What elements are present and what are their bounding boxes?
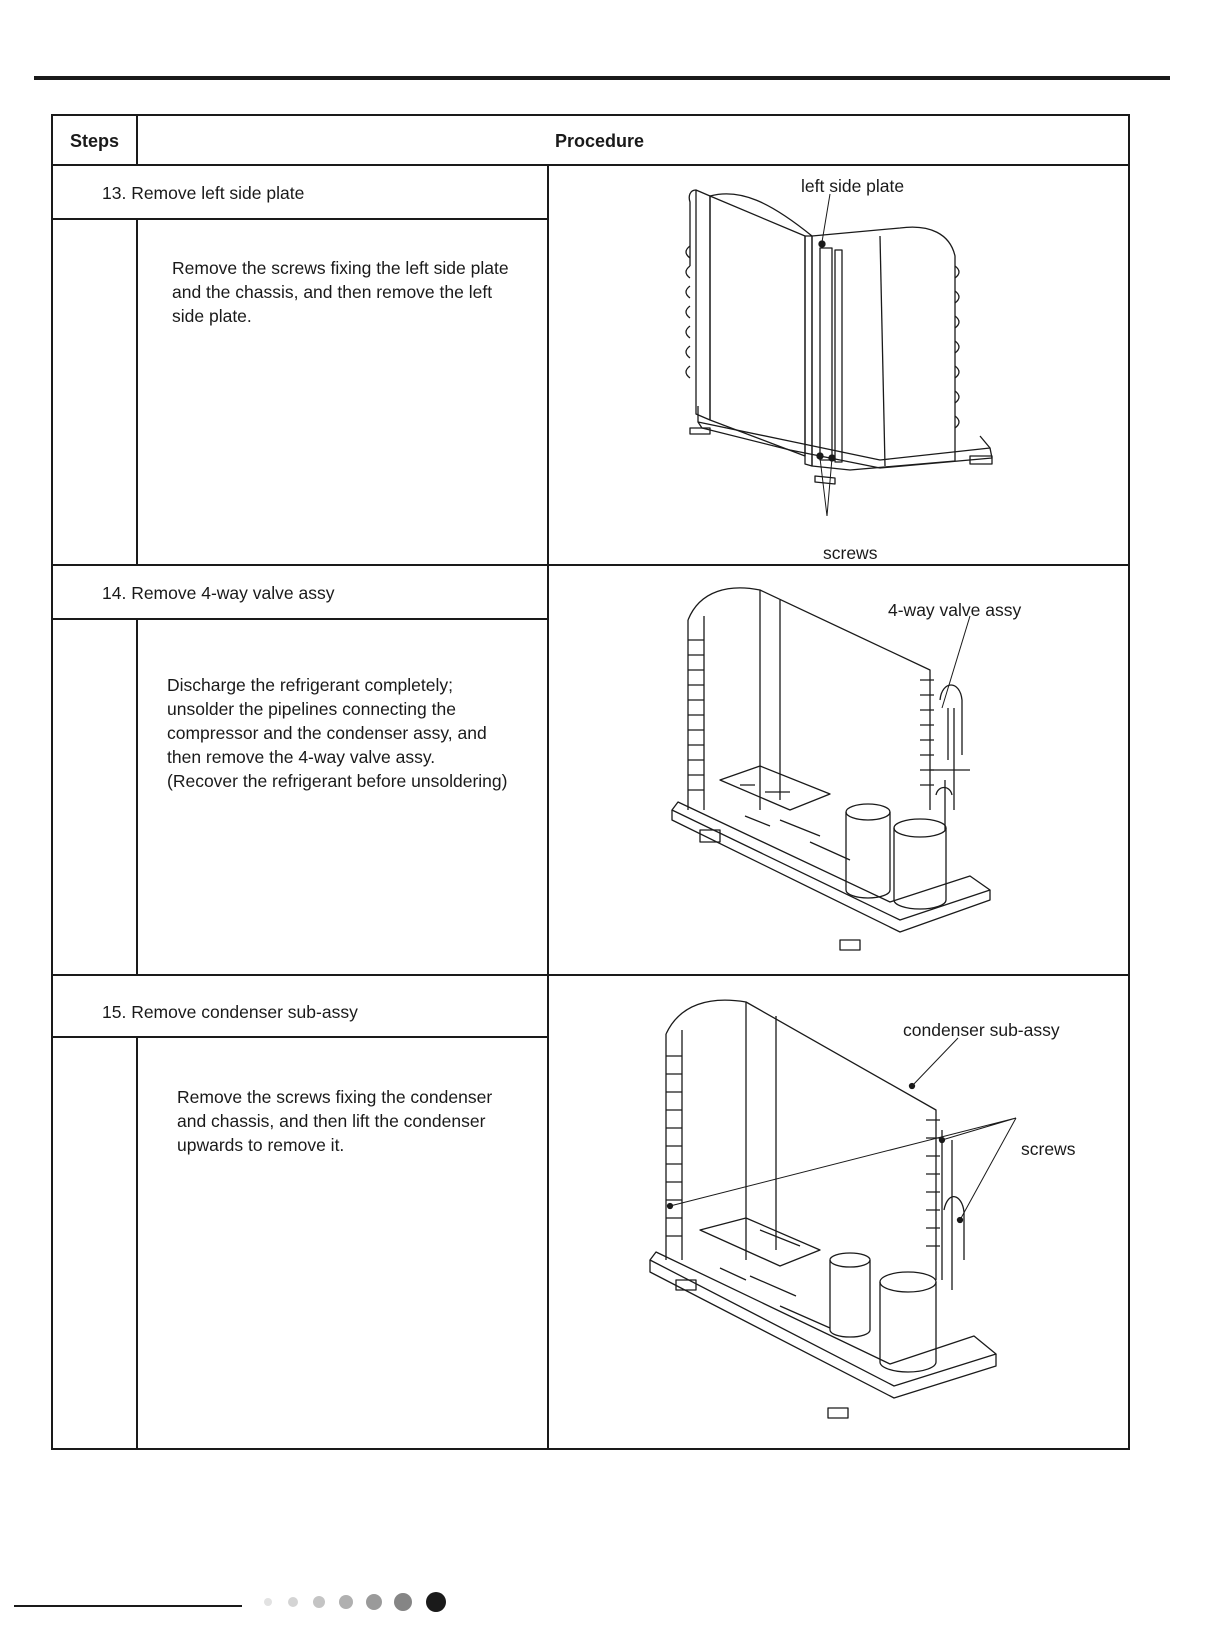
label-condenser-sub-assy: condenser sub-assy — [903, 1020, 1060, 1040]
step-col-divider-13 — [136, 218, 138, 564]
page-dot-current — [426, 1592, 446, 1612]
rear-panel — [710, 196, 805, 456]
procedure-header: Procedure — [555, 131, 645, 151]
condenser-top — [666, 1000, 936, 1280]
base-plate — [650, 1252, 996, 1386]
label-screws-13: screws — [823, 543, 878, 563]
step-15-title: 15. Remove condenser sub-assy — [102, 1002, 358, 1022]
page-dot — [264, 1598, 272, 1606]
row-divider-13-14 — [51, 564, 1130, 566]
steps-header: Steps — [70, 131, 120, 151]
label-4-way-valve-assy: 4-way valve assy — [888, 600, 1022, 620]
page-dot — [366, 1594, 382, 1610]
step14-title-divider — [51, 618, 547, 620]
base-plate-edge — [698, 406, 990, 460]
step-col-divider-15 — [136, 1036, 138, 1450]
step-14-description: Discharge the refrigerant completely; unsolder the pipelines connecting the compressor and the condenser assy, and then remove the 4-way valve assy. (Recover the refrigerant before unsoldering) — [167, 675, 508, 791]
step15-title-divider — [51, 1036, 547, 1038]
page-dot — [394, 1593, 412, 1611]
compressor-top — [846, 804, 890, 820]
step-15-description: Remove the screws fixing the condenser and chassis, and then lift the condenser upwards to remove it. — [177, 1087, 493, 1155]
header-column-divider — [136, 114, 138, 164]
4-way-valve — [930, 685, 970, 830]
row-divider-14-15 — [51, 974, 1130, 976]
figure-column-divider — [547, 164, 549, 1450]
compressor-top — [880, 1272, 936, 1292]
step-14-title: 14. Remove 4-way valve assy — [102, 583, 335, 603]
side-plate-face — [812, 227, 955, 470]
step-13-title: 13. Remove left side plate — [102, 183, 305, 203]
base-plate — [672, 802, 990, 920]
condenser-top — [688, 588, 930, 810]
step13-title-divider — [51, 218, 547, 220]
condenser-sub-assy-figure — [550, 990, 1126, 1446]
label-left-side-plate: left side plate — [801, 176, 905, 196]
page-dot — [288, 1597, 298, 1607]
page-dot — [313, 1596, 325, 1608]
step-col-divider-14 — [136, 618, 138, 974]
label-screws-15: screws — [1021, 1139, 1076, 1159]
page-dot — [339, 1595, 353, 1609]
top-rule — [34, 76, 1170, 80]
4-way-valve-figure — [550, 580, 1126, 972]
bottom-rule — [14, 1605, 242, 1607]
step-13-description: Remove the screws fixing the left side plate and the chassis, and then remove the left side plate. — [172, 258, 509, 326]
left-side-plate-figure — [550, 166, 1126, 562]
page-indicator-dots — [258, 1587, 478, 1617]
